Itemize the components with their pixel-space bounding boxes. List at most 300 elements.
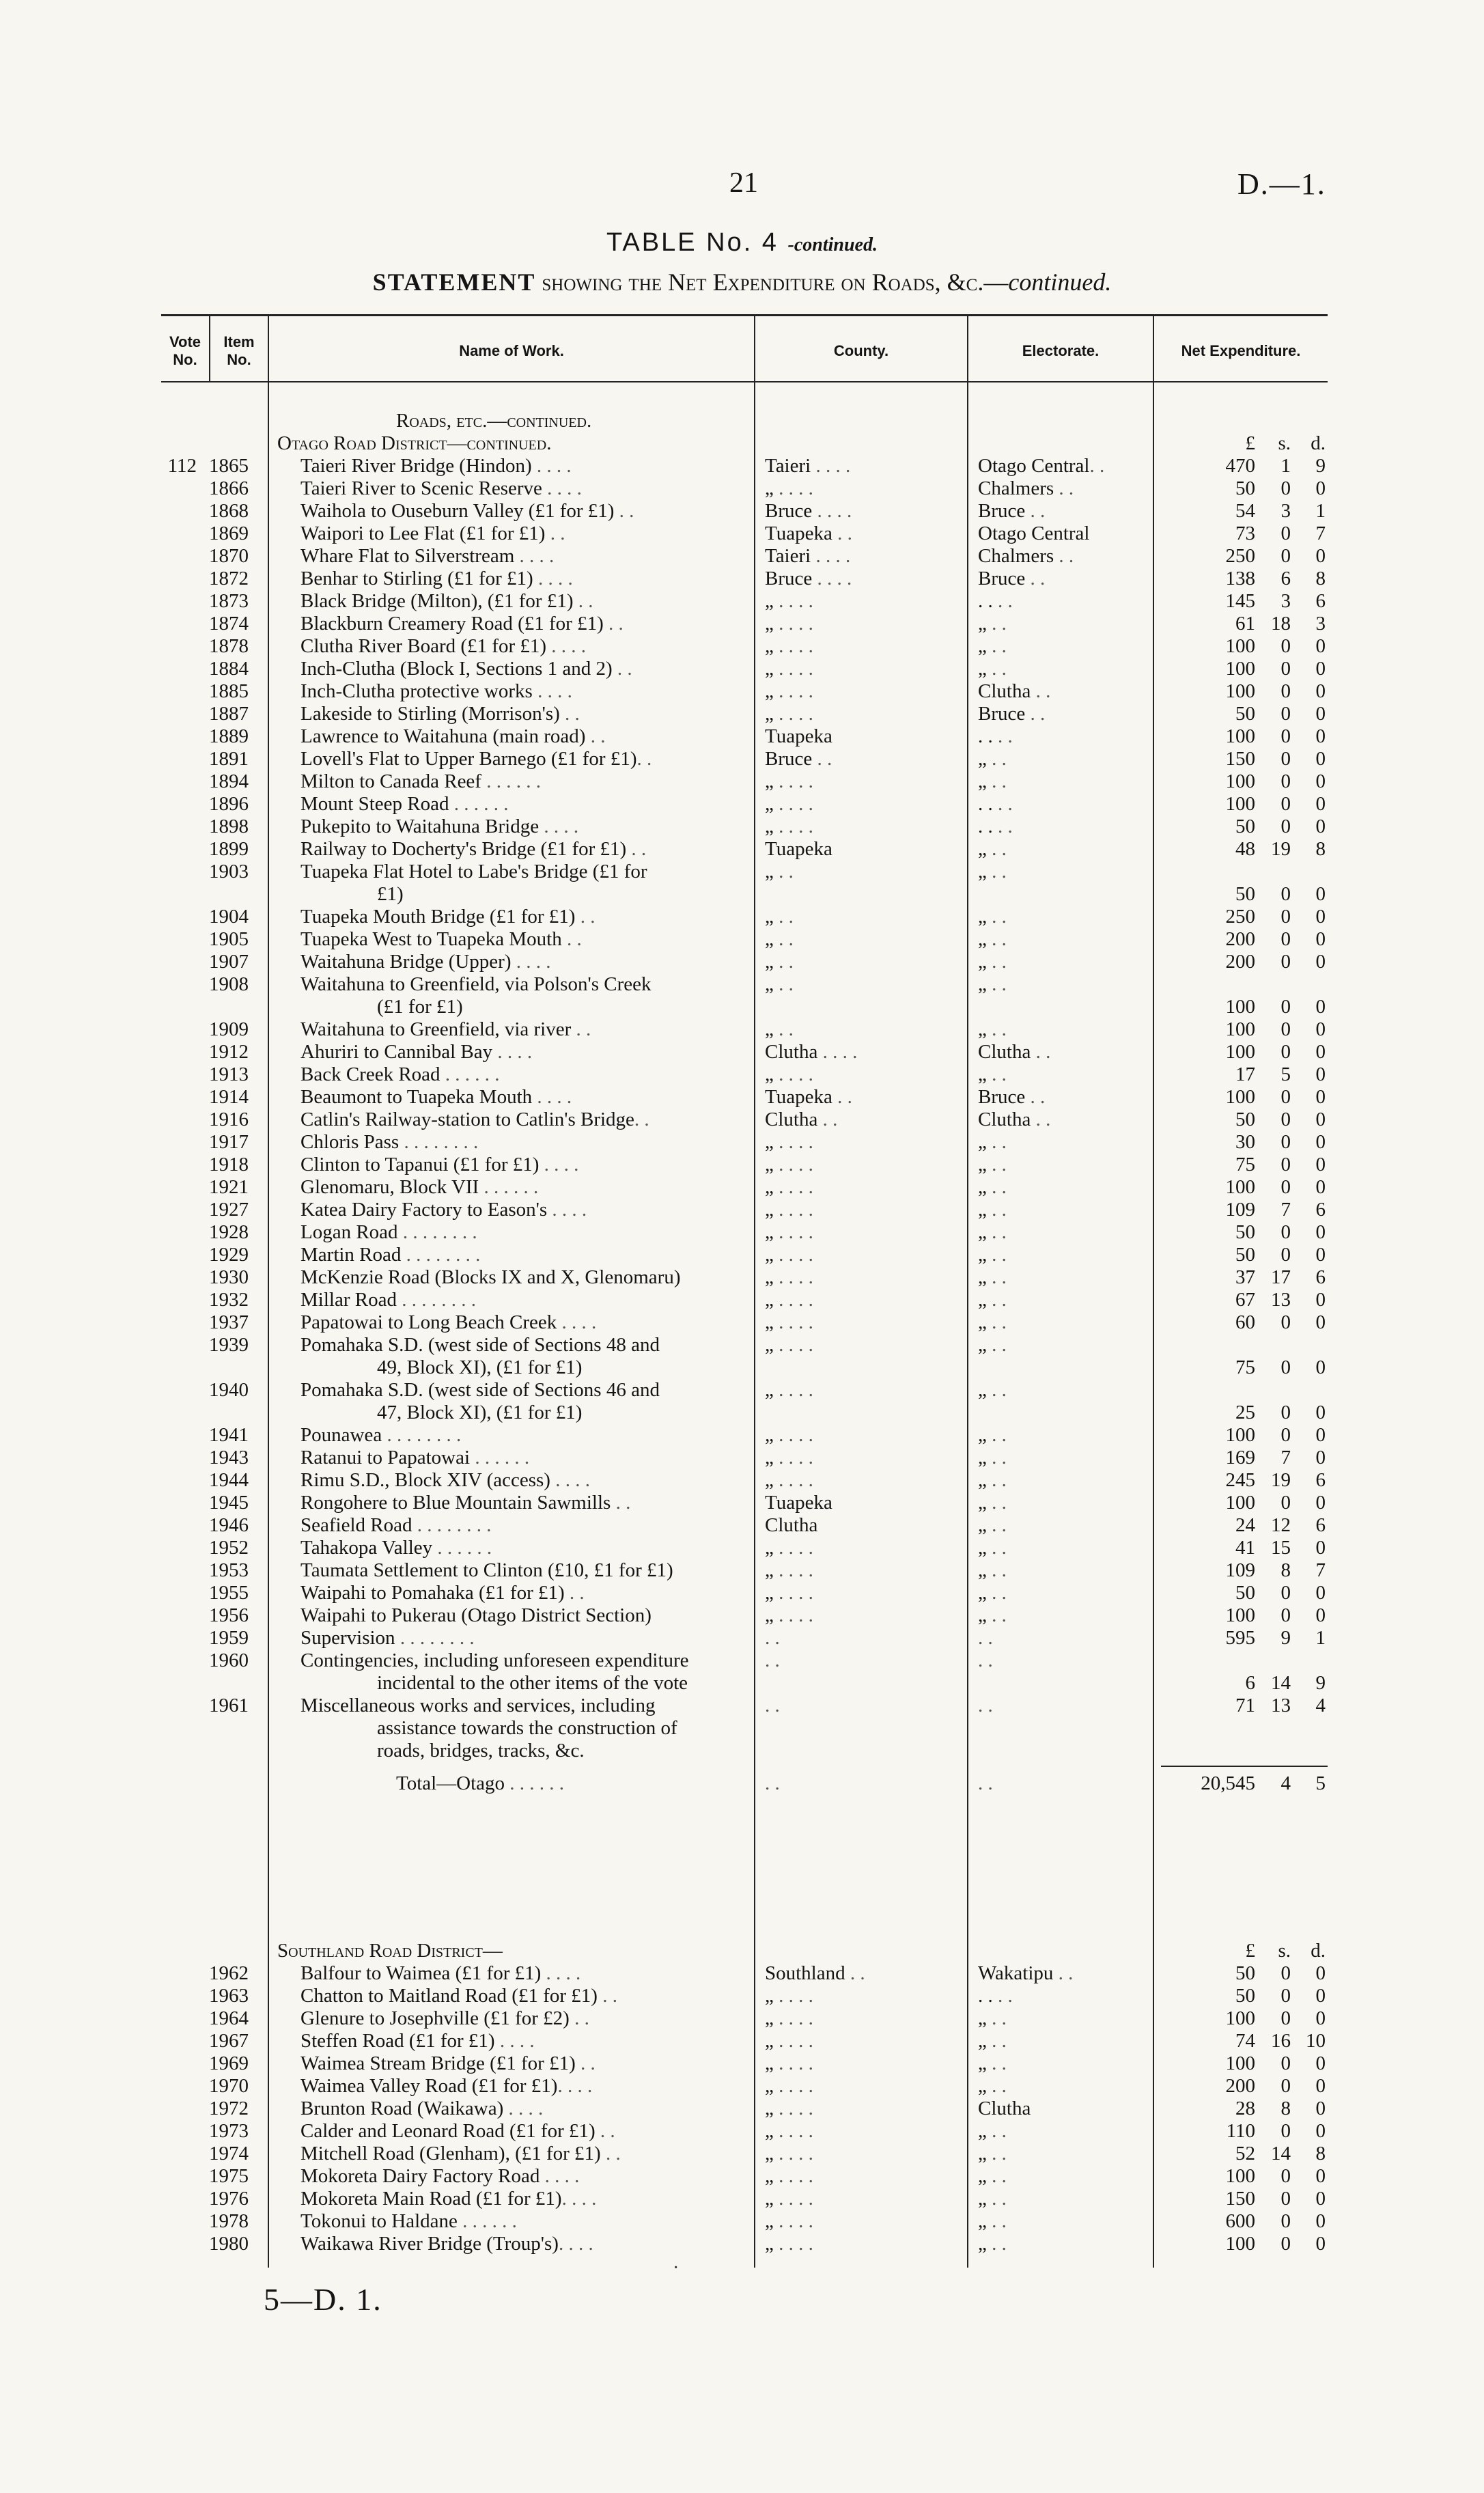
electorate-text: „ bbox=[978, 2052, 987, 2074]
work-name-continued: incidental to the other items of the vote bbox=[377, 1672, 688, 1694]
electorate-leader: . . bbox=[986, 2120, 1007, 2142]
electorate-text: „ bbox=[978, 2188, 987, 2210]
work-name bbox=[300, 1018, 591, 1041]
work-name-leader: . . . . . . . . bbox=[382, 1424, 462, 1446]
work-name-text: Pomahaka S.D. (west side of Sections 46 and bbox=[300, 1379, 660, 1401]
amount-pence: 0 bbox=[1315, 906, 1326, 928]
item-number: 1921 bbox=[209, 1176, 249, 1198]
county bbox=[765, 2007, 813, 2030]
amount-pounds: 100 bbox=[1225, 2052, 1255, 2074]
work-name bbox=[300, 613, 624, 635]
work-name bbox=[300, 1695, 655, 1717]
electorate-leader: . . bbox=[1025, 703, 1046, 725]
amount-pounds: 75 bbox=[1235, 1356, 1255, 1378]
work-name bbox=[300, 1063, 500, 1086]
electorate-text: „ bbox=[978, 1537, 987, 1559]
county-text: „ bbox=[765, 2098, 774, 2119]
electorate-leader: . . bbox=[1089, 455, 1105, 477]
electorate bbox=[978, 2120, 1007, 2143]
amount-pence: 0 bbox=[1315, 793, 1326, 815]
amount-pounds: 67 bbox=[1235, 1289, 1255, 1311]
work-name-text: Mount Steep Road bbox=[300, 793, 449, 815]
electorate bbox=[978, 1041, 1050, 1063]
electorate-text: Bruce bbox=[978, 500, 1026, 522]
work-name-leader: . . . . . . bbox=[457, 2210, 517, 2232]
work-name-text: Whare Flat to Silverstream bbox=[300, 545, 515, 567]
amount-shillings: 13 bbox=[1271, 1695, 1291, 1716]
county bbox=[765, 1289, 813, 1311]
page-number: 21 bbox=[729, 167, 758, 199]
electorate bbox=[978, 455, 1104, 477]
statement-heading bbox=[0, 268, 1484, 296]
table-row bbox=[0, 793, 1484, 816]
amount-pence: 0 bbox=[1315, 2052, 1326, 2074]
table-row bbox=[0, 1604, 1484, 1627]
electorate-text: „ bbox=[978, 2210, 987, 2232]
table-row bbox=[0, 1266, 1484, 1289]
item-number: 1908 bbox=[209, 973, 249, 995]
work-name-text: Chloris Pass bbox=[300, 1131, 400, 1153]
item-number: 1916 bbox=[209, 1109, 249, 1130]
amount-pence: 9 bbox=[1315, 455, 1326, 477]
electorate-text: „ bbox=[978, 1604, 987, 1626]
amount-pounds: 74 bbox=[1235, 2030, 1255, 2052]
electorate-text: . . bbox=[978, 725, 993, 747]
amount-pounds: 20,545 bbox=[1201, 1772, 1255, 1794]
work-name-text: Mitchell Road (Glenham), (£1 for £1) bbox=[300, 2143, 601, 2164]
electorate bbox=[978, 1018, 1007, 1041]
county bbox=[765, 1244, 813, 1266]
county bbox=[765, 1962, 865, 1985]
electorate bbox=[978, 2143, 1007, 2165]
table-row bbox=[0, 770, 1484, 793]
footer-signature: 5—D. 1. bbox=[264, 2282, 382, 2317]
table-row bbox=[0, 816, 1484, 838]
table-row bbox=[0, 703, 1484, 725]
work-name-text: Tuapeka Mouth Bridge (£1 for £1) bbox=[300, 906, 576, 928]
table-row bbox=[0, 2165, 1484, 2188]
work-name-leader: . . bbox=[636, 748, 652, 770]
amount-pence: 0 bbox=[1315, 1289, 1326, 1311]
amount-shillings: 0 bbox=[1280, 770, 1291, 792]
electorate bbox=[978, 1109, 1050, 1131]
county-text: „ bbox=[765, 1311, 774, 1333]
table-row bbox=[0, 2098, 1484, 2120]
amount-pence: 0 bbox=[1315, 2233, 1326, 2255]
total-rule bbox=[1161, 1766, 1328, 1767]
county-leader: . . . . bbox=[811, 545, 851, 567]
electorate bbox=[978, 1582, 1007, 1604]
county-leader: . . . . bbox=[773, 2188, 813, 2210]
work-name bbox=[300, 1447, 529, 1469]
amount-pounds: 138 bbox=[1225, 568, 1255, 589]
currency-pounds: £ bbox=[1245, 432, 1255, 454]
work-name-leader: . . bbox=[564, 1582, 585, 1604]
amount-pounds: 100 bbox=[1225, 1492, 1255, 1514]
item-number: 1945 bbox=[209, 1492, 249, 1514]
electorate-leader: . . bbox=[986, 1199, 1007, 1221]
amount-shillings: 7 bbox=[1280, 1199, 1291, 1221]
county-text: „ bbox=[765, 1221, 774, 1243]
work-name-text: Waikawa River Bridge (Troup's) bbox=[300, 2233, 559, 2255]
amount-shillings: 13 bbox=[1271, 1289, 1291, 1311]
work-name-leader: . . bbox=[569, 2007, 589, 2029]
electorate bbox=[978, 1469, 1007, 1492]
electorate-text: . . bbox=[978, 816, 993, 837]
county-leader: . . . . bbox=[773, 1604, 813, 1626]
item-number: 1905 bbox=[209, 928, 249, 950]
amount-shillings: 14 bbox=[1271, 1672, 1291, 1694]
electorate-leader: . . bbox=[986, 2143, 1007, 2164]
work-name-leader: . . . . bbox=[546, 635, 587, 657]
work-name-leader: . . . . . . bbox=[470, 1447, 530, 1468]
electorate-text: Bruce bbox=[978, 1086, 1026, 1108]
county bbox=[765, 1469, 813, 1492]
electorate-leader: . . bbox=[1054, 545, 1074, 567]
work-name-text: Waimea Stream Bridge (£1 for £1) bbox=[300, 2052, 576, 2074]
item-number: 1969 bbox=[209, 2052, 249, 2074]
county-leader: . . . . bbox=[773, 2030, 813, 2052]
county-text: Clutha bbox=[765, 1041, 818, 1063]
county-leader: . . . . bbox=[773, 613, 813, 635]
district-title-row bbox=[0, 432, 1484, 455]
county bbox=[765, 1086, 852, 1109]
amount-shillings: 0 bbox=[1280, 1424, 1291, 1446]
item-number: 1909 bbox=[209, 1018, 249, 1040]
work-name bbox=[300, 1537, 492, 1559]
amount-shillings: 0 bbox=[1280, 1582, 1291, 1604]
table-row bbox=[0, 725, 1484, 748]
work-name-leader: . . . . bbox=[550, 1469, 590, 1491]
county-text: „ bbox=[765, 613, 774, 635]
county bbox=[765, 1582, 813, 1604]
work-name-text: McKenzie Road (Blocks IX and X, Glenomaru) bbox=[300, 1266, 681, 1288]
county-text: Bruce bbox=[765, 568, 813, 589]
amount-pence: 0 bbox=[1315, 2007, 1326, 2029]
work-name bbox=[300, 1379, 660, 1402]
county bbox=[765, 951, 794, 973]
amount-shillings: 14 bbox=[1271, 2143, 1291, 2164]
electorate-leader: . . bbox=[986, 1244, 1007, 1266]
table-title-continued: -continued. bbox=[787, 234, 878, 255]
work-name-text: Brunton Road (Waikawa) bbox=[300, 2098, 504, 2119]
county-leader: . . bbox=[812, 748, 832, 770]
work-name bbox=[300, 590, 593, 613]
amount-pounds: 24 bbox=[1235, 1514, 1255, 1536]
work-name-text: Milton to Canada Reef bbox=[300, 770, 481, 792]
work-name-text: Steffen Road (£1 for £1) bbox=[300, 2030, 495, 2052]
amount-shillings: 0 bbox=[1280, 2188, 1291, 2210]
work-name-leader: . . bbox=[585, 725, 606, 747]
electorate-text: „ bbox=[978, 1424, 987, 1446]
table-row bbox=[0, 545, 1484, 568]
amount-pounds: 73 bbox=[1235, 523, 1255, 544]
county-leader: . . . . bbox=[773, 1176, 813, 1198]
amount-pence: 0 bbox=[1315, 703, 1326, 725]
county-text: „ bbox=[765, 2052, 774, 2074]
work-name bbox=[300, 500, 634, 523]
county-leader: . . bbox=[817, 1109, 838, 1130]
electorate-text: Clutha bbox=[978, 1041, 1031, 1063]
amount-shillings: 0 bbox=[1280, 1154, 1291, 1175]
work-name bbox=[300, 861, 647, 883]
work-name bbox=[300, 2165, 579, 2188]
county bbox=[765, 1559, 813, 1582]
county-leader: . . bbox=[845, 1962, 865, 1984]
item-number: 1937 bbox=[209, 1311, 249, 1333]
electorate bbox=[978, 838, 1007, 861]
item-number: 1973 bbox=[209, 2120, 249, 2142]
total-label bbox=[396, 1772, 564, 1795]
county bbox=[765, 1447, 813, 1469]
county-leader: . . . . bbox=[773, 1379, 813, 1401]
item-number: 1964 bbox=[209, 2007, 249, 2029]
electorate-leader: . . bbox=[992, 793, 1013, 815]
electorate bbox=[978, 1311, 1007, 1334]
electorate-leader: . . bbox=[986, 1492, 1007, 1514]
table-row bbox=[0, 658, 1484, 680]
total-electorate-leader: . . bbox=[978, 1772, 993, 1794]
county-leader: . . . . bbox=[773, 1244, 813, 1266]
statement-text: showing the Net Expenditure on Roads, &c.— bbox=[542, 268, 1009, 296]
amount-pence: 0 bbox=[1315, 1985, 1326, 2007]
work-name bbox=[300, 1176, 538, 1199]
work-name bbox=[300, 838, 646, 861]
county bbox=[765, 2210, 813, 2233]
amount-shillings: 9 bbox=[1280, 1627, 1291, 1649]
county-text: Bruce bbox=[765, 748, 813, 770]
amount-shillings: 0 bbox=[1280, 635, 1291, 657]
electorate bbox=[978, 770, 1007, 793]
section-title-row bbox=[0, 410, 1484, 432]
amount-shillings: 0 bbox=[1280, 1018, 1291, 1040]
county-leader: . . . . bbox=[773, 658, 813, 680]
electorate-leader: . . bbox=[986, 1447, 1007, 1468]
amount-shillings: 3 bbox=[1280, 500, 1291, 522]
electorate-text: „ bbox=[978, 973, 987, 995]
work-name-leader: . . . . bbox=[532, 680, 572, 702]
work-name bbox=[300, 906, 595, 928]
county-leader: . . . . bbox=[773, 2233, 813, 2255]
amount-pounds: 600 bbox=[1225, 2210, 1255, 2232]
amount-pounds: 75 bbox=[1235, 1154, 1255, 1175]
electorate-leader: . . bbox=[986, 2075, 1007, 2097]
item-number: 1955 bbox=[209, 1582, 249, 1604]
amount-shillings: 0 bbox=[1280, 996, 1291, 1018]
work-name-text: Catlin's Railway-station to Catlin's Bridge bbox=[300, 1109, 634, 1130]
county bbox=[765, 1627, 780, 1649]
table-row bbox=[0, 1334, 1484, 1356]
electorate-leader: . . bbox=[986, 1176, 1007, 1198]
header-name: Name of Work. bbox=[459, 342, 564, 359]
item-number: 1928 bbox=[209, 1221, 249, 1243]
work-name bbox=[300, 635, 586, 658]
amount-pence: 0 bbox=[1315, 748, 1326, 770]
currency-pence: d. bbox=[1311, 432, 1326, 454]
table-row bbox=[0, 568, 1484, 590]
amount-pence: 0 bbox=[1315, 477, 1326, 499]
county-leader: . . . . bbox=[773, 1131, 813, 1153]
work-name bbox=[300, 477, 582, 500]
table-row bbox=[0, 2143, 1484, 2165]
item-number: 1946 bbox=[209, 1514, 249, 1536]
table-row bbox=[0, 1063, 1484, 1086]
amount-pounds: 250 bbox=[1225, 545, 1255, 567]
county-text: „ bbox=[765, 1334, 774, 1356]
county bbox=[765, 1334, 813, 1356]
county-leader: . . . . bbox=[812, 568, 852, 589]
electorate bbox=[978, 1695, 993, 1717]
county-leader: . . bbox=[773, 928, 794, 950]
county-leader: . . . . bbox=[773, 1447, 813, 1468]
item-number: 1872 bbox=[209, 568, 249, 589]
amount-shillings: 0 bbox=[1280, 2210, 1291, 2232]
amount-pounds: 595 bbox=[1225, 1627, 1255, 1649]
item-number: 1941 bbox=[209, 1424, 249, 1446]
amount-pence: 0 bbox=[1315, 1041, 1326, 1063]
amount-pence: 0 bbox=[1315, 1424, 1326, 1446]
electorate-text: „ bbox=[978, 861, 987, 882]
county bbox=[765, 861, 794, 883]
item-number: 1903 bbox=[209, 861, 249, 882]
electorate-text: „ bbox=[978, 1514, 987, 1536]
county-leader: . . bbox=[765, 1627, 780, 1649]
county-text: „ bbox=[765, 2075, 774, 2097]
table-row bbox=[0, 1582, 1484, 1604]
county bbox=[765, 1649, 780, 1672]
county bbox=[765, 1604, 813, 1627]
item-number: 1930 bbox=[209, 1266, 249, 1288]
county-leader: . . . . bbox=[773, 1334, 813, 1356]
table-row bbox=[0, 635, 1484, 658]
amount-pence: 8 bbox=[1315, 838, 1326, 860]
table-row bbox=[0, 1985, 1484, 2007]
work-name-text: Railway to Docherty's Bridge (£1 for £1) bbox=[300, 838, 627, 860]
amount-pounds: 100 bbox=[1225, 1176, 1255, 1198]
county bbox=[765, 2233, 813, 2255]
electorate-leader: . . bbox=[986, 951, 1007, 973]
table-title bbox=[0, 228, 1484, 257]
electorate-text: „ bbox=[978, 658, 987, 680]
item-number: 1868 bbox=[209, 500, 249, 522]
table-row-amount bbox=[0, 883, 1484, 906]
electorate-leader: . . bbox=[1031, 1109, 1051, 1130]
electorate-leader: . . bbox=[992, 1985, 1013, 2007]
work-name-leader: . . bbox=[571, 1018, 591, 1040]
work-name-text: Glenomaru, Block VII bbox=[300, 1176, 479, 1198]
amount-pounds: 50 bbox=[1235, 477, 1255, 499]
work-name-text: Pukepito to Waitahuna Bridge bbox=[300, 816, 540, 837]
amount-pence: 0 bbox=[1315, 1131, 1326, 1153]
work-name-text: Tokonui to Haldane bbox=[300, 2210, 458, 2232]
table-row bbox=[0, 1221, 1484, 1244]
amount-pounds: 100 bbox=[1225, 1604, 1255, 1626]
item-number: 1885 bbox=[209, 680, 249, 702]
amount-shillings: 0 bbox=[1280, 816, 1291, 837]
electorate-leader: . . bbox=[1054, 477, 1074, 499]
amount-pounds: 100 bbox=[1225, 2233, 1255, 2255]
work-name-leader: . . . . . . . . bbox=[396, 1289, 476, 1311]
item-number: 1884 bbox=[209, 658, 249, 680]
county-leader: . . . . bbox=[773, 1311, 813, 1333]
work-name bbox=[300, 816, 578, 838]
table-row bbox=[0, 1695, 1484, 1717]
county-leader: . . . . bbox=[773, 1063, 813, 1085]
item-number: 1912 bbox=[209, 1041, 249, 1063]
electorate-text: „ bbox=[978, 1289, 987, 1311]
table-row-continuation bbox=[0, 1717, 1484, 1740]
electorate bbox=[978, 906, 1007, 928]
county-text: Tuapeka bbox=[765, 523, 832, 544]
county-text: „ bbox=[765, 1018, 774, 1040]
electorate-text: Bruce bbox=[978, 568, 1026, 589]
county-leader: . . . . bbox=[773, 2075, 813, 2097]
amount-pence: 0 bbox=[1315, 1063, 1326, 1085]
electorate bbox=[978, 500, 1045, 523]
work-name bbox=[300, 1041, 532, 1063]
electorate bbox=[978, 951, 1007, 973]
amount-pounds: 6 bbox=[1245, 1672, 1255, 1694]
electorate-text: „ bbox=[978, 748, 987, 770]
amount-pounds: 100 bbox=[1225, 725, 1255, 747]
electorate-text: „ bbox=[978, 1063, 987, 1085]
electorate-leader: . . bbox=[986, 1221, 1007, 1243]
county bbox=[765, 2188, 813, 2210]
work-name bbox=[300, 1289, 476, 1311]
table-row bbox=[0, 1379, 1484, 1402]
work-name bbox=[300, 1514, 491, 1537]
item-number: 1956 bbox=[209, 1604, 249, 1626]
amount-shillings: 8 bbox=[1280, 2098, 1291, 2119]
county-text: „ bbox=[765, 703, 774, 725]
work-name bbox=[300, 1962, 580, 1985]
work-name-text: Tahakopa Valley bbox=[300, 1537, 433, 1559]
county bbox=[765, 1379, 813, 1402]
electorate-text: „ bbox=[978, 2030, 987, 2052]
electorate bbox=[978, 1131, 1007, 1154]
county-leader: . . bbox=[832, 1086, 852, 1108]
electorate bbox=[978, 1266, 1007, 1289]
electorate-leader: . . bbox=[986, 1063, 1007, 1085]
table-row bbox=[0, 2233, 1484, 2255]
amount-pounds: 100 bbox=[1225, 770, 1255, 792]
work-name-text: Glenure to Josephville (£1 for £2) bbox=[300, 2007, 570, 2029]
electorate-leader: . . bbox=[986, 1266, 1007, 1288]
work-name-leader: . . bbox=[603, 613, 624, 635]
table-title-main: TABLE No. 4 bbox=[606, 228, 779, 257]
county-leader: . . . . bbox=[773, 1469, 813, 1491]
electorate bbox=[978, 545, 1074, 568]
work-name-leader: . . bbox=[612, 658, 632, 680]
electorate-leader: . . bbox=[986, 613, 1007, 635]
work-name-text: Rimu S.D., Block XIV (access) bbox=[300, 1469, 550, 1491]
county-leader: . . bbox=[765, 1649, 780, 1671]
county-text: „ bbox=[765, 477, 774, 499]
county-text: „ bbox=[765, 680, 774, 702]
amount-shillings: 17 bbox=[1271, 1266, 1291, 1288]
electorate bbox=[978, 1424, 1007, 1447]
county-leader: . . . . bbox=[773, 2052, 813, 2074]
table-row bbox=[0, 2120, 1484, 2143]
county-leader: . . . . bbox=[773, 2098, 813, 2119]
electorate bbox=[978, 2210, 1007, 2233]
county-text: Taieri bbox=[765, 545, 811, 567]
county-text: „ bbox=[765, 1199, 774, 1221]
table-row bbox=[0, 951, 1484, 973]
electorate-text: „ bbox=[978, 1154, 987, 1175]
work-name-leader: . . . . . . bbox=[449, 793, 509, 815]
work-name-leader: . . . . . . bbox=[481, 770, 541, 792]
